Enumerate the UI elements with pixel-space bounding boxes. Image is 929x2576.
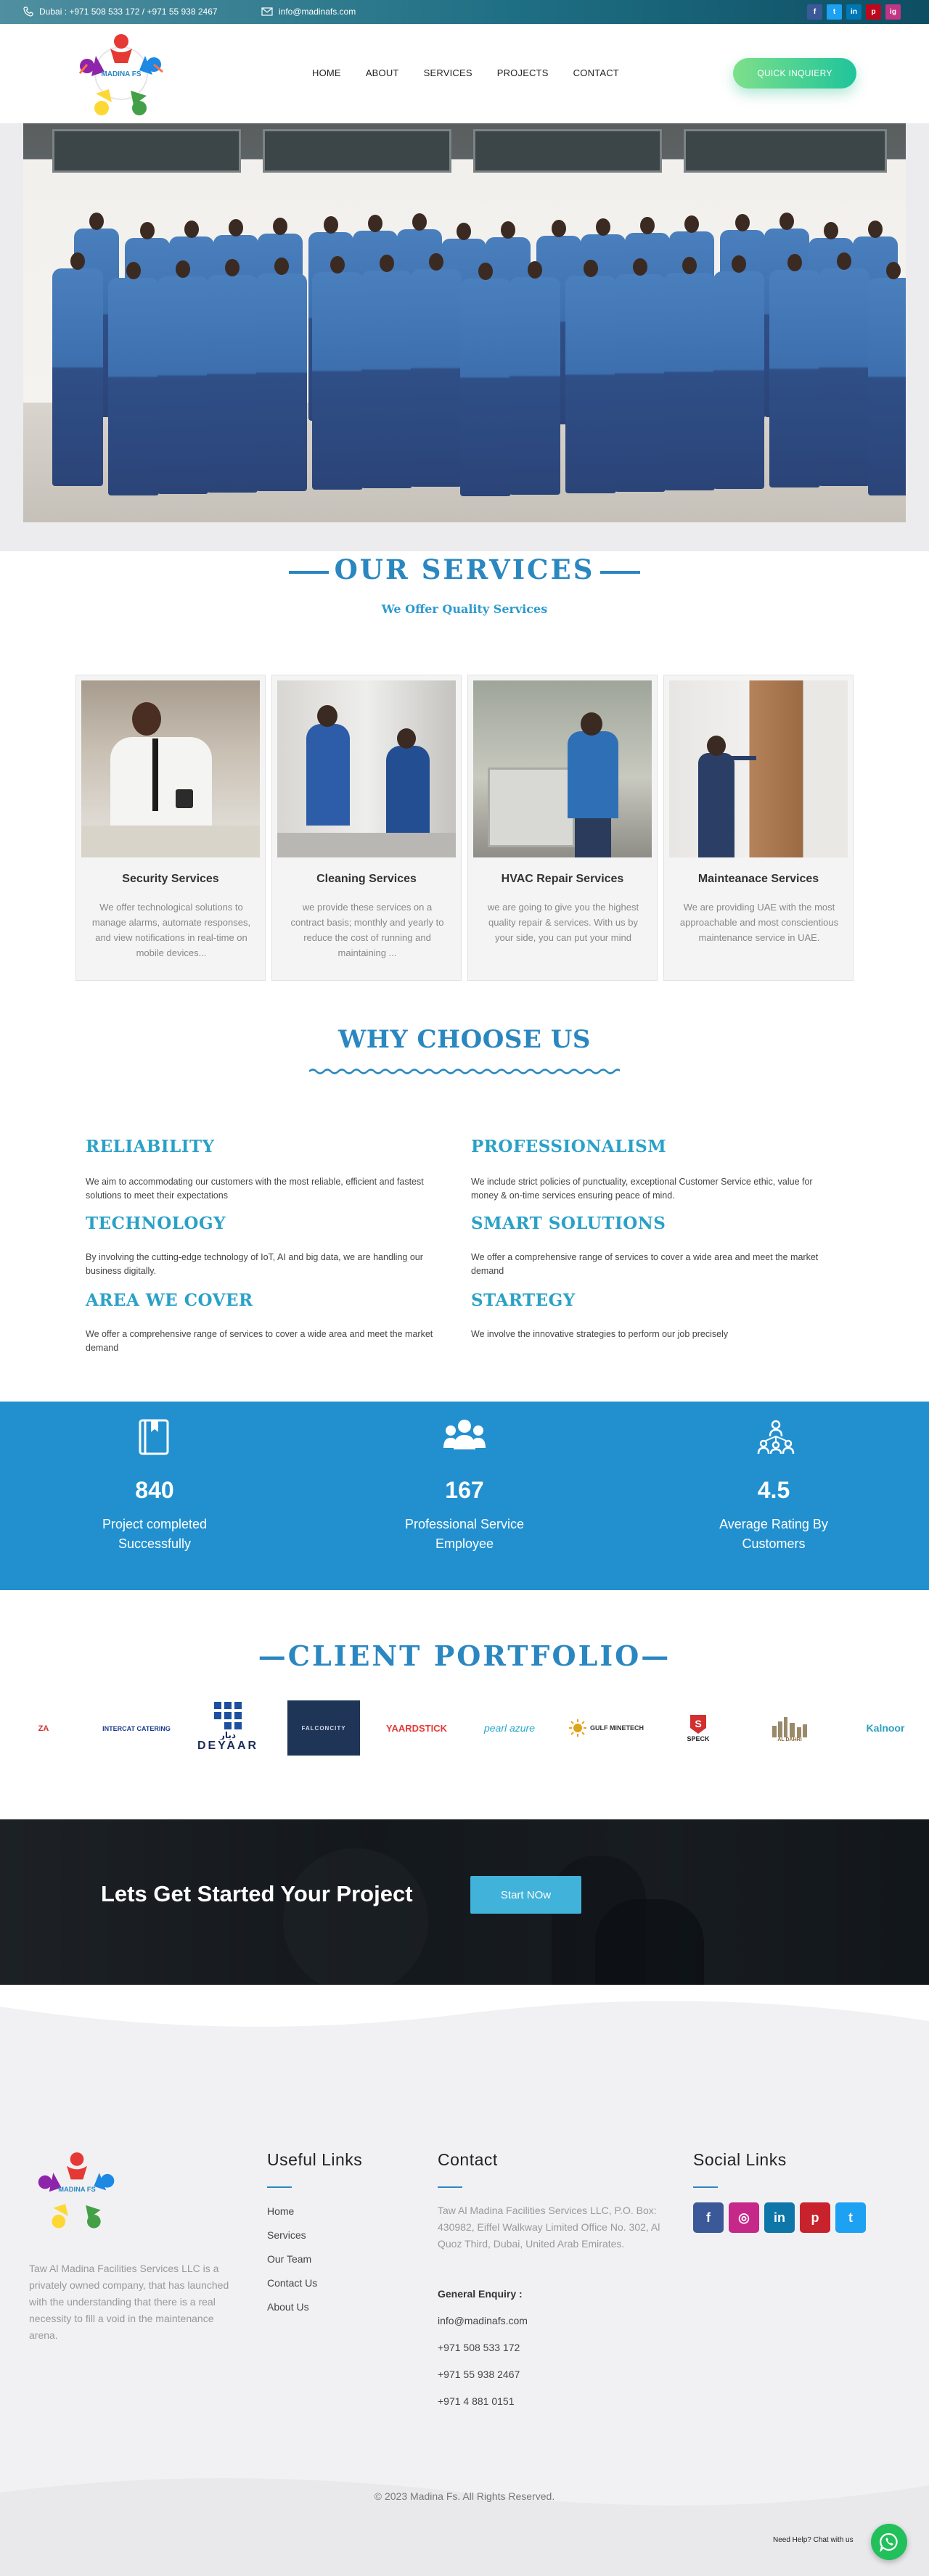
why-item-title: AREA WE COVER: [86, 1291, 253, 1310]
wave-divider-icon: [309, 1066, 620, 1077]
why-item-title: STARTEGY: [471, 1291, 576, 1310]
copyright: © 2023 Madina Fs. All Rights Reserved.: [374, 2490, 555, 2502]
whatsapp-button[interactable]: [871, 2524, 907, 2560]
hero-image: [23, 123, 906, 522]
footer-phone[interactable]: +971 4 881 0151: [438, 2395, 515, 2407]
book-icon: [138, 1419, 171, 1457]
worker-figure: [664, 273, 715, 490]
footer-link-services[interactable]: Services: [267, 2229, 306, 2241]
why-item-title: RELIABILITY: [86, 1137, 215, 1156]
why-item-title: TECHNOLOGY: [86, 1214, 226, 1233]
worker-figure: [769, 270, 820, 487]
cta-banner: [0, 1819, 929, 1985]
svg-text:ديار: ديار: [219, 1730, 237, 1740]
worker-figure: [361, 271, 412, 488]
stat-label: Professional Service Employee: [404, 1517, 525, 1551]
site-header: [0, 24, 929, 123]
stat-value: 4.5: [757, 1477, 790, 1503]
site-logo[interactable]: [67, 27, 176, 119]
service-card-security[interactable]: [75, 675, 266, 981]
facebook-icon[interactable]: f: [807, 4, 822, 20]
svg-text:MADINA FS: MADINA FS: [58, 2186, 96, 2194]
footer-link-about[interactable]: About Us: [267, 2301, 309, 2313]
service-card-text: we provide these services on a contract basis; monthly and yearly to reduce the cost of running and maintaining ...: [290, 902, 444, 958]
cleaning-image: [277, 680, 456, 857]
worker-figure: [509, 277, 560, 495]
footer-social: [693, 2202, 866, 2233]
service-card-title: HVAC Repair Services: [501, 873, 624, 885]
enquiry-label: General Enquiry :: [438, 2288, 523, 2300]
client-logo[interactable]: FALCONCITY: [287, 1700, 360, 1756]
linkedin-icon[interactable]: in: [764, 2202, 795, 2233]
email-contact[interactable]: [261, 7, 356, 17]
whatsapp-icon: [879, 2532, 899, 2552]
worker-figure: [312, 272, 363, 490]
sun-icon: [568, 1719, 587, 1737]
client-logo[interactable]: GULF MINETECH: [566, 1716, 646, 1740]
worker-figure: [615, 274, 666, 492]
social-title: Social Links: [693, 2150, 787, 2169]
why-item-title: PROFESSIONALISM: [471, 1137, 667, 1156]
instagram-icon[interactable]: ◎: [729, 2202, 759, 2233]
stat-label: Project completed Successfully: [102, 1517, 208, 1551]
why-item-text: We include strict policies of punctuality, exceptional Customer Service ethic, value for money & on-time services ensuring peace of mind.: [471, 1177, 813, 1201]
quick-inquiry-button[interactable]: QUICK INQUIERY: [733, 58, 856, 89]
client-logo[interactable]: pearl azure: [483, 1722, 536, 1734]
stat-label: Average Rating By Customers: [719, 1517, 828, 1551]
nav-services[interactable]: SERVICES: [423, 67, 472, 78]
client-logo[interactable]: S SPECK: [669, 1709, 727, 1747]
instagram-icon[interactable]: ig: [885, 4, 901, 20]
worker-figure: [868, 278, 906, 495]
top-bar: [0, 0, 929, 24]
pinterest-icon[interactable]: p: [800, 2202, 830, 2233]
speck-mark-icon: [687, 1713, 709, 1735]
phone-contact[interactable]: [23, 7, 218, 17]
topbar-social: [807, 4, 901, 20]
stat-value: 167: [445, 1477, 484, 1503]
worker-figure: [460, 279, 511, 496]
nav-home[interactable]: HOME: [312, 67, 341, 78]
email-text: info@madinafs.com: [279, 7, 356, 17]
service-card-text: We are providing UAE with the most approachable and most conscientious maintenance service in UAE.: [679, 902, 839, 943]
service-card-title: Mainteanace Services: [697, 873, 819, 885]
svg-text:S: S: [695, 1718, 702, 1729]
maintenance-image: [669, 680, 848, 857]
worker-figure: [411, 269, 462, 487]
why-item-text: We involve the innovative strategies to perform our job precisely: [471, 1329, 729, 1339]
footer-about: Taw Al Madina Facilities Services LLC is a privately owned company, that has launched with the understanding that there is a real necessity to fill a void in the maintenance arena.: [29, 2263, 229, 2341]
why-title: WHY CHOOSE US: [338, 1025, 591, 1054]
client-logo[interactable]: YAARDSTICK: [385, 1722, 448, 1734]
title-underline: [438, 2186, 462, 2188]
pinterest-icon[interactable]: p: [866, 4, 881, 20]
nav-projects[interactable]: PROJECTS: [496, 67, 549, 78]
worker-figure: [565, 276, 616, 493]
start-now-button[interactable]: Start NOw: [470, 1876, 581, 1914]
why-item-text: We offer a comprehensive range of services to cover a wide area and meet the market demand: [86, 1329, 433, 1353]
client-logo[interactable]: ديار DEYAAR: [190, 1690, 266, 1763]
worker-figure: [108, 278, 159, 495]
worker-figure: [713, 271, 764, 489]
client-logo[interactable]: AL DAHRI: [755, 1712, 824, 1745]
phone-text: Dubai : +971 508 533 172 / +971 55 938 2467: [39, 7, 218, 17]
service-card-text: We offer technological solutions to manage alarms, automate responses, and view notifications in real-time on mobile devices...: [91, 902, 251, 958]
service-card-hvac[interactable]: [467, 675, 658, 981]
footer-link-home[interactable]: Home: [267, 2205, 295, 2217]
footer-address: Taw Al Madina Facilities Services LLC, P.O. Box: 430982, Eiffel Walkway Limited Office No. 302, Al Quoz Third, Dubai, United Arab Emirates.: [438, 2205, 660, 2250]
mail-icon: [261, 7, 273, 16]
stats-band: [0, 1402, 929, 1590]
worker-figure: [52, 268, 103, 486]
services-subtitle: We Offer Quality Services: [381, 602, 548, 616]
linkedin-icon[interactable]: in: [846, 4, 862, 20]
network-icon: [757, 1419, 795, 1455]
skyline-icon: [769, 1716, 810, 1737]
title-underline: [267, 2186, 292, 2188]
facebook-icon[interactable]: f: [693, 2202, 724, 2233]
deyaar-mark-icon: [208, 1700, 247, 1740]
footer-logo[interactable]: [26, 2141, 128, 2236]
footer-link-team[interactable]: Our Team: [267, 2253, 312, 2265]
client-logo[interactable]: Kalnoor: [866, 1722, 905, 1734]
logo-graphic: [67, 27, 176, 119]
worker-figure: [819, 268, 869, 486]
worker-figure: [157, 276, 208, 494]
client-logo[interactable]: INTERCAT CATERING: [102, 1725, 171, 1732]
portfolio-title: —CLIENT PORTFOLIO—: [258, 1639, 671, 1672]
site-footer: [0, 1985, 929, 2576]
footer-phone[interactable]: +971 55 938 2467: [438, 2369, 520, 2380]
cta-heading: Lets Get Started Your Project: [101, 1881, 413, 1906]
services-title: OUR SERVICES: [0, 554, 929, 585]
twitter-icon[interactable]: t: [827, 4, 842, 20]
hvac-image: [473, 680, 652, 857]
client-logo[interactable]: ZA: [38, 1724, 49, 1733]
footer-phone[interactable]: +971 508 533 172: [438, 2342, 520, 2353]
worker-figure: [207, 275, 258, 493]
why-item-title: SMART SOLUTIONS: [471, 1214, 666, 1233]
worker-figure: [256, 273, 307, 491]
service-card-text: we are going to give you the highest quality repair & services. With us by your side, you can put your mind: [487, 902, 639, 943]
why-item-text: We aim to accommodating our customers with the most reliable, efficient and fastest solutions to meet their expectations: [86, 1177, 424, 1201]
title-underline: [693, 2186, 718, 2188]
nav-contact[interactable]: CONTACT: [573, 67, 619, 78]
twitter-icon[interactable]: t: [835, 2202, 866, 2233]
footer-email[interactable]: info@madinafs.com: [438, 2315, 528, 2326]
main-nav: [312, 67, 644, 78]
service-card-maintenance[interactable]: [663, 675, 854, 981]
stat-value: 840: [135, 1477, 174, 1503]
contact-title: Contact: [438, 2150, 498, 2169]
why-item-text: By involving the cutting-edge technology of IoT, AI and big data, we are handling our business digitally.: [86, 1252, 423, 1276]
service-card-title: Cleaning Services: [316, 873, 417, 885]
footer-link-contact[interactable]: Contact Us: [267, 2277, 318, 2289]
team-icon: [443, 1419, 486, 1452]
phone-icon: [23, 7, 33, 17]
logo-text: MADINA FS: [101, 70, 142, 78]
help-chat-label[interactable]: Need Help? Chat with us: [773, 2536, 854, 2544]
security-image: [81, 680, 260, 857]
nav-about[interactable]: ABOUT: [365, 67, 399, 78]
service-card-cleaning[interactable]: [271, 675, 462, 981]
why-item-text: We offer a comprehensive range of services to cover a wide area and meet the market demand: [471, 1252, 819, 1276]
useful-links-title: Useful Links: [267, 2150, 363, 2169]
service-card-title: Security Services: [122, 873, 219, 885]
